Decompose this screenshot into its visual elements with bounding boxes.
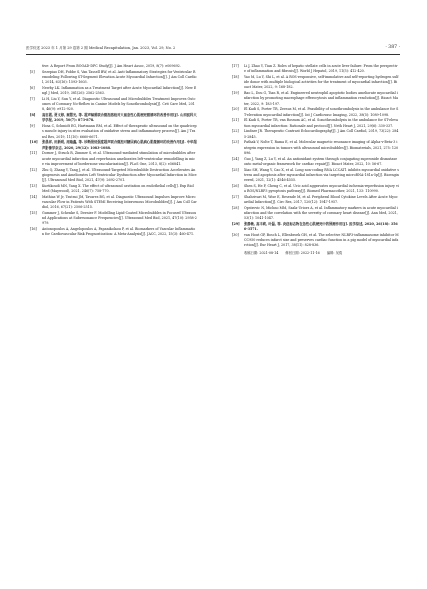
reference-item [232,64,399,74]
reference-item [30,97,197,113]
reference-item [30,64,197,69]
reference-item [232,168,399,184]
reference-item [30,151,197,167]
reference-text: Lindner JR. Therapeutic Contrast Echocardiography[J]. J Am Coll Cardiol, 2019, 73(22): 2845-2845. [244,129,399,139]
reference-text: Hosa C, Schmidt EG, Hartmann RM, et al. Effect of therapeutic ultrasound on the quadriceps muscle injury in sites evaluation of oxidative stress and inflammatory process[J]. Am J Transl Res, 2019, 11(10): 6660-6671. [42,124,197,139]
reference-number: [23] [232,140,239,145]
reference-text: Kurtikoudi MN, Yang X. The effect of ultrasound cavitation on endothelial cells[J]. Exp Biol Med (Maywood), 2021, 246(7): 758-770. [42,183,194,194]
editor-name: 编辑: 吴傥 [326,250,343,255]
reference-number: [10] [30,140,38,145]
reference-number: [9] [30,124,35,129]
reference-item [30,184,197,194]
reference-column-right [232,64,399,256]
reference-text: Shahrivari M, Wise E, Resende M, et al. Peripheral Blood Cytokine Levels After Acute Myocardial Infarction[J]. Circ Res, 2017, 120(12): 1947-1957. [244,194,398,205]
reference-text: El Kadi S, Porter TR, van Rossum AC, et al. Sonothrombolysis in the ambulance for ST-elevation myocardial infarction: Rationale and protocol[J]. Neth Heart J, 2021, 29(6): 330-337. [244,118,398,128]
reference-number: [12] [30,167,37,172]
reference-text: Dorner J, Struck R, Zimmer S, et al. Ultrasound-mediated stimulation of microbubbles after acute myocardial infarction and reperfusion ameliorates left-ventricular remodelling in mice via improvement of borderzone vascularization[J]. PLoS One, 2013, 8(2): e56841. [42,151,196,166]
reference-item [232,157,399,167]
reference-number: [15] [30,211,37,216]
reference-text: Sezepiao DH, Fobbe S, Van Tassell BW, et al. Anti-Inflammatory Strategies for Ventricular Remodeling Following ST-Segment Elevation Acute Myocardial Infarction[J]. J Am Coll Cardiol, 2014, 63(16): 1593-1603. [42,69,197,85]
reference-item [232,233,399,249]
reference-number: [13] [30,183,37,188]
reference-text: Yao M, Lu Y, Shi L, et al. A ROS-responsive, self-immolative and self-reporting hydrogen sulfide donor with multiple biological activities for the treatment of myocardial infarction[J]. Bioact Mater, 2022, 9: 168-182. [244,75,399,90]
reference-text: van Hout GP, Bosch L, Ellenbroek GH, et al. The selective NLRP3-inflammasome inhibitor MCC950 reduces infarct size and preserves cardiac function in a pig model of myocardial infarction[J]. Eur Heart J, 2017, 38(11): 828-836. [244,233,399,248]
reference-item [30,211,197,227]
reference-number: [17] [232,64,239,68]
reference-text: Li H, Liu Y, Sun Y, et al. Diagnostic Ultrasound and Microbubbles Treatment Improves Outcomes of Coronary No-Reflow in Canine Models by Sonothrombolysis[J]. Crit Care Med, 2018, 46(9): e912-920. [42,97,196,112]
reference-number: [29] [232,222,240,227]
reference-number: [7] [30,97,35,101]
revised-date: 修回日期: 2022-11-16 [285,250,320,255]
reference-text: Guo J, Yang Z, Lu Y, et al. An antioxidant system through conjugating superoxide dismutase onto metal-organic framework for cardiac repair[J]. Bioact Mater, 2022, 10: 56-67. [244,156,398,166]
reference-item [232,129,399,139]
reference-item [30,168,197,184]
reference-item [30,86,197,96]
reference-item [232,118,399,128]
journal-citation: 医学综述 2023 年 1 月第 29 卷第 2 期 Medical Recapitulation, Jan. 2023, Vol. 29, No. 2 [26,46,176,50]
reference-text: Mathias W Jr, Tsutsui JM, Tavares BG, et al. Diagnostic Ultrasound Impulses Improve Microvascular Flow in Patients With STEMI Receiving Intravenous Microbubbles[J]. J Am Coll Cardiol, 2016, 67(21): 2506-2515. [42,194,197,210]
reference-text: Xiao SH, Wang Y, Cao X, et al. Long non-coding RNA LCCAT1 inhibits myocardial oxidative stress and apoptosis after myocardial infarction via targeting microRNA-181a-5p[J]. Bioengineered, 2021, 12(1): 4546-4555. [244,167,399,183]
reference-number: [24] [232,156,239,161]
reference-text: 张晨祥, 田新明, 周瑞鑫, 等. 诊断级低强度超声联合微泡对糖尿病心肌病心肌微循环的改善作用[J]. 中华超声影像学杂志, 2020, 29(12): 1083-1088. [42,140,197,150]
page-number: · 387 · [385,45,400,50]
reference-text: Zhu Q, Zhang Y, Tang J, et al. Ultrasound-Targeted Microbubble Destruction Accelerates Angiogenesis and Ameliorates Left Ventricular Dysfunction after Myocardial Infarction in Mice[J]. Ultrasound Med Biol, 2021, 47(9): 2692-2701. [42,167,197,183]
reference-item [232,91,399,107]
reference-number: [27] [232,194,239,199]
reference-number: [8] [30,113,36,118]
reference-number: [26] [232,183,239,188]
reference-number: [6] [30,86,35,90]
reference-item [232,75,399,91]
reference-item [30,195,197,211]
reference-number: [18] [232,75,239,79]
reference-item [30,113,197,123]
reference-text: tive: A Report From BOOAD-DPC Study[J]. J Am Heart Assoc, 2019, 8(7): e009692. [42,64,181,68]
reference-text: Li J, Zhao Y, Tian Z. Roles of hepatic stellate cells in acute liver failure: From the perspective of inflammation and fibrosis[J]. World J Hepatol, 2019, 11(5): 412-420. [244,64,398,74]
reference-number: [11] [30,151,37,156]
reference-item [232,107,399,117]
header-divider [26,54,400,55]
reference-item [30,140,197,150]
reference-text: Newby LK. Inflammation as a Treatment Target after Acute Myocardial Infarction[J]. New Engl J Med, 2019, 381(26): 2562-2563. [42,86,197,96]
reference-item [232,195,399,205]
reference-number: [16] [30,227,37,232]
reference-number: [5] [30,69,35,74]
reference-text: Opstrovic N, Michno MM, Szala-Uriorz A, et al. Inflammatory markers in acute myocardial infarction and the correlation with the severity of coronary heart disease[J]. Ann Med, 2021, 53(1): 1041-1047. [244,205,398,221]
received-date: 收稿日期: 2021-08-14 [244,250,279,255]
reference-column-left [30,64,197,238]
reference-number: [28] [232,205,239,210]
reference-text: Antonopoulos A, Angelopoulos A, Papanikolaou P, et al. Biomarkers of Vascular Inflammation for Cardiovascular Risk Prognostication: A Meta-Analysis[J]. JACC, 2022, 15(3): 460-471. [42,227,196,237]
reference-text: Shen S, He F, Cheng C, et al. Uric acid aggravates myocardial ischemia-reperfusion injury via ROS/NLRP3 pyroptosis pathway[J]. Biomed Pharmacother, 2021, 133: 110990. [244,183,399,194]
reference-item [30,70,197,86]
reference-item [232,222,399,232]
reference-number: [20] [232,107,239,112]
reference-item [232,206,399,222]
reference-number: [30] [232,233,239,238]
reference-item [232,140,399,156]
reference-number: [21] [232,118,239,123]
reference-number: [19] [232,91,239,96]
reference-text: El Kadi S, Porter TR, Zeesus M, et al. Feasibility of sonothrombolysis in the ambulance for ST-elevation myocardial infarction[J]. Int J Cardiovasc Imaging, 2022, 38(5): 1089-1098. [244,107,399,117]
reference-text: 张静敏, 高丰莉, 叶磊, 等. 炎症标志物在急性心肌梗死中的预测作用[J]. 医学综述, 2020, 26(18): 3566-3571. [244,222,398,232]
reference-item [232,184,399,194]
reference-item [30,124,197,140]
reference-text: Bao L, Dou G, Tian R, et al. Engineered neutrophil apoptotic bodies ameliorate myocardial infarction by promoting macrophage efferocytosis and inflammation resolution[J]. Bioact Mater, 2022, 9: 183-197. [244,91,399,106]
article-footer [232,251,399,256]
reference-text: 高忠霞, 贾文婷, 秦慧光, 等. 超声辐照联合微泡溶栓对大鼠急性心肌梗死微循环的改善作用[J]. 山西医科大学学报, 2019, 50(7): 873-878. [42,113,197,123]
reference-number: [25] [232,167,239,172]
reference-text: Gummer J, Schenke S, Dernier F. Modelling Lipid-Coated Microbubbles in Focused Ultrasound Applications at Subresonance Frequencies[J]. Ultrasound Med Biol, 2021, 47(10): 2958-2979. [42,211,197,226]
reference-text: Pathak V, Nolte T, Rama E, et al. Molecular magnetic resonance imaging of Alpha-v-Beta-3 integrin expression in tumors with ultrasound microbubbles[J]. Biomaterials, 2021, 275: 120896. [244,140,399,155]
reference-item [30,227,197,237]
reference-number: [14] [30,194,37,199]
reference-number: [22] [232,129,239,134]
